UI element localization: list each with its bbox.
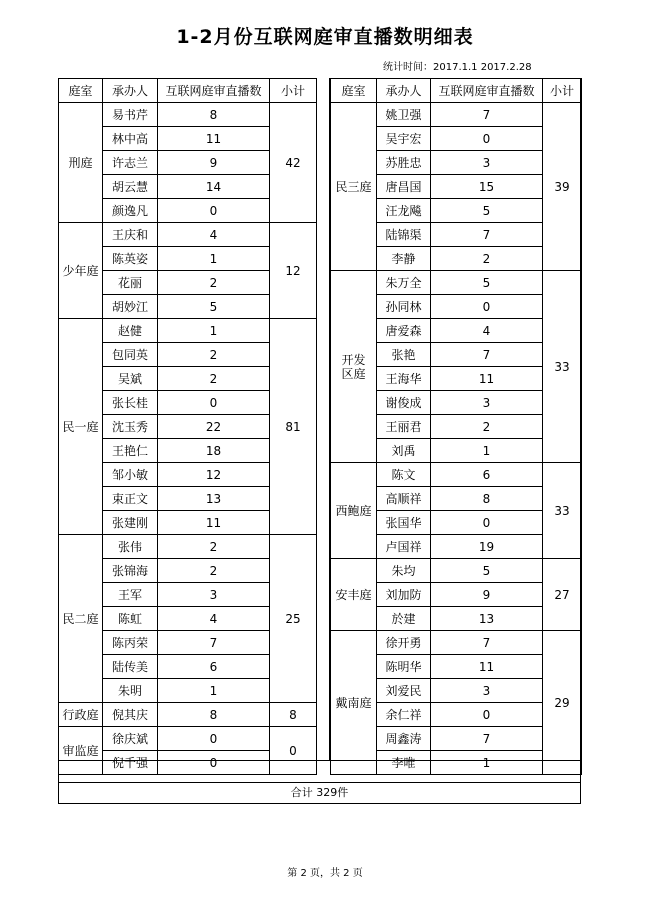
broadcast-count: 7 <box>431 343 543 367</box>
broadcast-count: 0 <box>158 199 270 223</box>
table-row <box>59 319 317 343</box>
judge-name: 吴斌 <box>103 367 158 391</box>
judge-name: 胡云慧 <box>103 175 158 199</box>
broadcast-count: 4 <box>158 607 270 631</box>
judge-name: 余仁祥 <box>377 703 431 727</box>
judge-name: 张长桂 <box>103 391 158 415</box>
broadcast-count: 6 <box>158 655 270 679</box>
broadcast-count: 8 <box>158 103 270 127</box>
table-row <box>331 271 582 295</box>
court-name: 少年庭 <box>59 223 103 319</box>
broadcast-count: 1 <box>158 247 270 271</box>
table-row <box>59 103 317 127</box>
judge-name: 徐开勇 <box>377 631 431 655</box>
table-row <box>331 631 582 655</box>
judge-name: 周鑫涛 <box>377 727 431 751</box>
table-row <box>59 535 317 559</box>
judge-name: 唐爱森 <box>377 319 431 343</box>
table-row <box>59 727 317 751</box>
stat-period: 统计时间：2017.1.1 2017.2.28 <box>383 62 532 73</box>
court-name: 西鲍庭 <box>331 463 377 559</box>
court-subtotal: 81 <box>270 319 317 535</box>
judge-name: 包同英 <box>103 343 158 367</box>
broadcast-count: 22 <box>158 415 270 439</box>
broadcast-count: 2 <box>431 415 543 439</box>
broadcast-count: 5 <box>431 199 543 223</box>
judge-name: 易书芹 <box>103 103 158 127</box>
judge-name: 束正文 <box>103 487 158 511</box>
judge-name: 张国华 <box>377 511 431 535</box>
broadcast-count: 19 <box>431 535 543 559</box>
judge-name: 王丽君 <box>377 415 431 439</box>
court-subtotal: 29 <box>543 631 582 775</box>
broadcast-count: 0 <box>431 127 543 151</box>
judge-name: 许志兰 <box>103 151 158 175</box>
judge-name: 邹小敏 <box>103 463 158 487</box>
judge-name: 唐昌国 <box>377 175 431 199</box>
broadcast-count: 5 <box>431 559 543 583</box>
judge-name: 陈虹 <box>103 607 158 631</box>
broadcast-count: 15 <box>431 175 543 199</box>
table-row <box>331 103 582 127</box>
broadcast-count: 7 <box>158 631 270 655</box>
judge-name: 朱万全 <box>377 271 431 295</box>
broadcast-count: 3 <box>431 679 543 703</box>
judge-name: 花丽 <box>103 271 158 295</box>
court-subtotal: 8 <box>270 703 317 727</box>
judge-name: 李静 <box>377 247 431 271</box>
court-subtotal: 0 <box>270 727 317 775</box>
broadcast-count: 7 <box>431 727 543 751</box>
broadcast-count: 4 <box>158 223 270 247</box>
broadcast-count: 11 <box>158 127 270 151</box>
table-row <box>331 559 582 583</box>
court-name: 安丰庭 <box>331 559 377 631</box>
broadcast-count: 0 <box>431 511 543 535</box>
judge-name: 沈玉秀 <box>103 415 158 439</box>
broadcast-count: 2 <box>158 271 270 295</box>
right-table <box>330 78 582 775</box>
judge-name: 孙同林 <box>377 295 431 319</box>
court-subtotal: 33 <box>543 463 582 559</box>
judge-name: 赵健 <box>103 319 158 343</box>
broadcast-count: 3 <box>431 391 543 415</box>
grand-total: 合计 329件 <box>58 782 581 804</box>
broadcast-count: 12 <box>158 463 270 487</box>
judge-name: 於建 <box>377 607 431 631</box>
broadcast-count: 1 <box>158 319 270 343</box>
page-footer: 第 2 页，共 2 页 <box>287 868 363 879</box>
broadcast-count: 7 <box>431 631 543 655</box>
court-subtotal: 12 <box>270 223 317 319</box>
judge-name: 朱均 <box>377 559 431 583</box>
court-name: 民一庭 <box>59 319 103 535</box>
judge-name: 汪龙飚 <box>377 199 431 223</box>
judge-name: 高顺祥 <box>377 487 431 511</box>
judge-name: 王庆和 <box>103 223 158 247</box>
judge-name: 陈英姿 <box>103 247 158 271</box>
broadcast-count: 18 <box>158 439 270 463</box>
judge-name: 倪千强 <box>103 751 158 775</box>
header-judge: 承办人 <box>103 79 158 103</box>
broadcast-count: 2 <box>158 535 270 559</box>
broadcast-count: 7 <box>431 103 543 127</box>
judge-name: 陈丙荣 <box>103 631 158 655</box>
judge-name: 张伟 <box>103 535 158 559</box>
broadcast-count: 2 <box>158 343 270 367</box>
judge-name: 王海华 <box>377 367 431 391</box>
header-subtotal: 小计 <box>270 79 317 103</box>
court-name: 开发区庭 <box>331 271 377 463</box>
broadcast-count: 5 <box>431 271 543 295</box>
court-name: 行政庭 <box>59 703 103 727</box>
broadcast-count: 13 <box>431 607 543 631</box>
broadcast-count: 0 <box>158 391 270 415</box>
judge-name: 刘爱民 <box>377 679 431 703</box>
judge-name: 林中高 <box>103 127 158 151</box>
judge-name: 刘禹 <box>377 439 431 463</box>
judge-name: 陆锦渠 <box>377 223 431 247</box>
judge-name: 姚卫强 <box>377 103 431 127</box>
broadcast-count: 6 <box>431 463 543 487</box>
table-row <box>59 223 317 247</box>
court-name: 民二庭 <box>59 535 103 703</box>
judge-name: 张建刚 <box>103 511 158 535</box>
broadcast-count: 14 <box>158 175 270 199</box>
broadcast-count: 11 <box>158 511 270 535</box>
left-table <box>58 78 317 775</box>
judge-name: 王军 <box>103 583 158 607</box>
header-row <box>331 79 582 103</box>
judge-name: 陈明华 <box>377 655 431 679</box>
broadcast-count: 8 <box>431 487 543 511</box>
court-name: 戴南庭 <box>331 631 377 775</box>
header-row <box>59 79 317 103</box>
broadcast-count: 2 <box>158 559 270 583</box>
judge-name: 倪其庆 <box>103 703 158 727</box>
court-subtotal: 39 <box>543 103 582 271</box>
court-subtotal: 33 <box>543 271 582 463</box>
broadcast-count: 8 <box>158 703 270 727</box>
broadcast-count: 2 <box>431 247 543 271</box>
broadcast-count: 3 <box>158 583 270 607</box>
broadcast-count: 5 <box>158 295 270 319</box>
broadcast-count: 0 <box>158 727 270 751</box>
broadcast-count: 1 <box>431 751 543 775</box>
judge-name: 陆传美 <box>103 655 158 679</box>
judge-name: 刘加防 <box>377 583 431 607</box>
table-row <box>59 703 317 727</box>
header-judge: 承办人 <box>377 79 431 103</box>
court-subtotal: 27 <box>543 559 582 631</box>
broadcast-count: 9 <box>431 583 543 607</box>
judge-name: 陈文 <box>377 463 431 487</box>
judge-name: 卢国祥 <box>377 535 431 559</box>
judge-name: 吴宇宏 <box>377 127 431 151</box>
judge-name: 谢俊成 <box>377 391 431 415</box>
broadcast-count: 7 <box>431 223 543 247</box>
court-subtotal: 25 <box>270 535 317 703</box>
broadcast-count: 1 <box>158 679 270 703</box>
header-count: 互联网庭审直播数 <box>158 79 270 103</box>
header-subtotal: 小计 <box>543 79 582 103</box>
header-court: 庭室 <box>59 79 103 103</box>
court-subtotal: 42 <box>270 103 317 223</box>
court-name: 审监庭 <box>59 727 103 775</box>
broadcast-count: 11 <box>431 367 543 391</box>
judge-name: 颜逸凡 <box>103 199 158 223</box>
judge-name: 张锦海 <box>103 559 158 583</box>
broadcast-count: 9 <box>158 151 270 175</box>
broadcast-count: 4 <box>431 319 543 343</box>
broadcast-count: 0 <box>431 295 543 319</box>
judge-name: 胡妙江 <box>103 295 158 319</box>
judge-name: 朱明 <box>103 679 158 703</box>
court-name: 刑庭 <box>59 103 103 223</box>
judge-name: 王艳仁 <box>103 439 158 463</box>
judge-name: 苏胜忠 <box>377 151 431 175</box>
judge-name: 李唯 <box>377 751 431 775</box>
column-separator <box>316 78 330 760</box>
broadcast-count: 0 <box>431 703 543 727</box>
broadcast-count: 11 <box>431 655 543 679</box>
broadcast-count: 2 <box>158 367 270 391</box>
broadcast-count: 13 <box>158 487 270 511</box>
judge-name: 徐庆斌 <box>103 727 158 751</box>
header-court: 庭室 <box>331 79 377 103</box>
court-name: 民三庭 <box>331 103 377 271</box>
judge-name: 张艳 <box>377 343 431 367</box>
broadcast-count: 3 <box>431 151 543 175</box>
broadcast-count: 0 <box>158 751 270 775</box>
page-title: 1-2月份互联网庭审直播数明细表 <box>176 26 474 48</box>
table-row <box>331 463 582 487</box>
blank-row <box>58 760 581 782</box>
broadcast-count: 1 <box>431 439 543 463</box>
header-count: 互联网庭审直播数 <box>431 79 543 103</box>
